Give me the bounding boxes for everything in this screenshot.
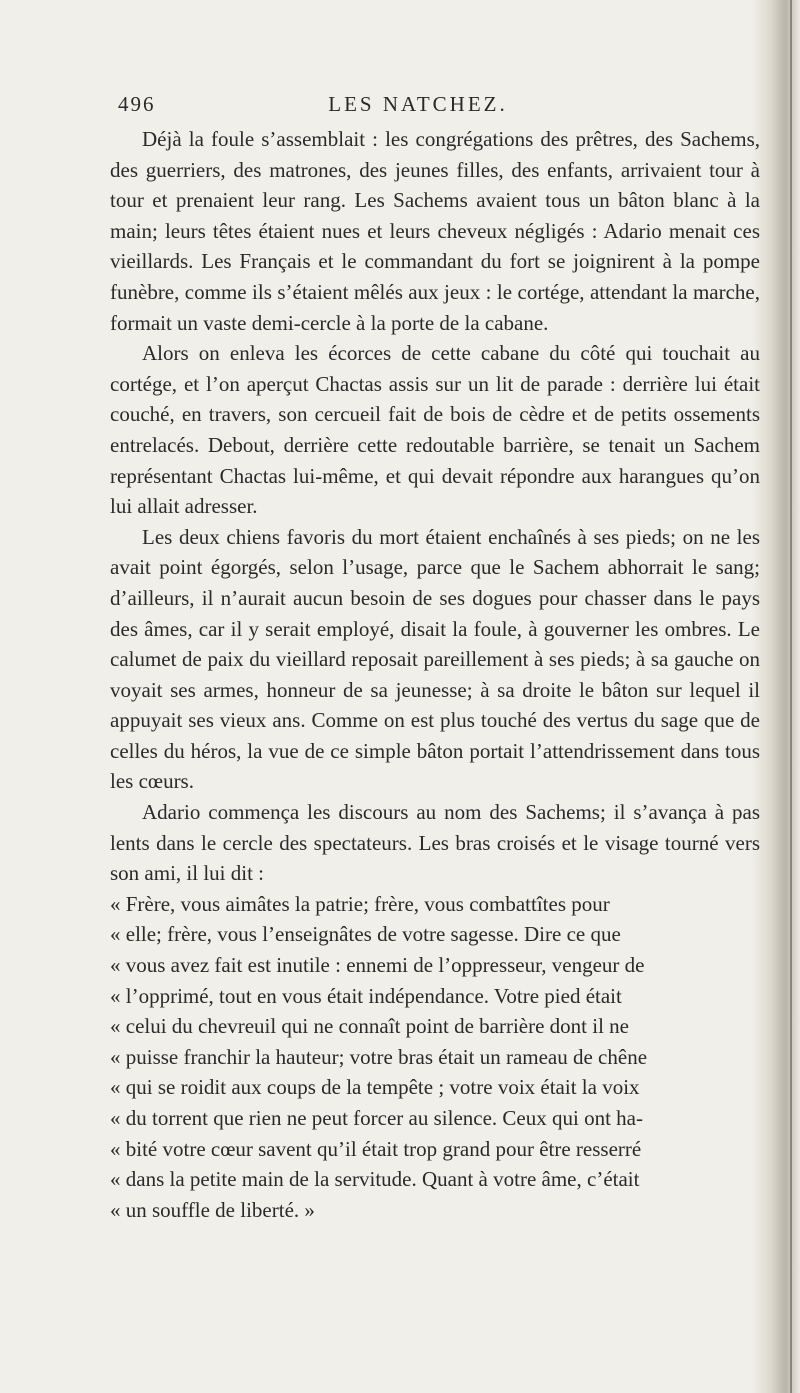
paragraph: Les deux chiens favoris du mort étaient enchaînés à ses pieds; on ne les avait point égorgés, selon l’usage, parce que le Sachem abhorrait le sang; d’ailleurs, il n’aurait aucun besoin de ses dogues pour chasser dans le pays des âmes, car il y serait employé, disait la foule, à gouverner les ombres. Le calumet de paix du vieillard reposait pareillement à ses pieds; à sa gauche on voyait ses armes, honneur de sa jeunesse; à sa droite le bâton sur lequel il appuyait ses vieux ans. Comme on est plus touché des vertus du sage que de celles du héros, la vue de ce simple bâton portait l’attendrissement dans tous les cœurs.: [110, 524, 760, 794]
quote-line: « du torrent que rien ne peut forcer au silence. Ceux qui ont ha-: [110, 1106, 643, 1130]
quote-line: « vous avez fait est inutile : ennemi de l’oppresseur, vengeur de: [110, 953, 645, 978]
quote-line: « bité votre cœur savent qu’il était trop grand pour être resserré: [110, 1136, 642, 1161]
page-edge-line: [790, 0, 792, 1393]
quote-line: « qui se roidit aux coups de la tempête ; votre voix était la voix: [110, 1075, 640, 1100]
quote-line: « Frère, vous aimâtes la patrie; frère, vous combattîtes pour: [110, 891, 610, 916]
quote-line: « l’opprimé, tout en vous était indépendance. Votre pied était: [110, 983, 622, 1008]
quote-line: « dans la petite main de la servitude. Quant à votre âme, c’était: [110, 1167, 640, 1192]
quote-line: « elle; frère, vous l’enseignâtes de votre sagesse. Dire ce que: [110, 922, 621, 947]
paragraph: Adario commença les discours au nom des Sachems; il s’avança à pas lents dans le cercle des spectateurs. Les bras croisés et le visage tourné vers son ami, il lui dit :: [110, 800, 760, 886]
quote-line: « puisse franchir la hauteur; votre bras était un rameau de chêne: [110, 1044, 648, 1069]
paragraph: Déjà la foule s’assemblait : les congrégations des prêtres, des Sachems, des guerriers, des matrones, des jeunes filles, des enfants, arrivaient tour à tour et prenaient leur rang. Les Sachems avaient tous un bâton blanc à la main; leurs têtes étaient nues et leurs cheveux négligés : Adario menait ces vieillards. Les Français et le commandant du fort se joignirent à la pompe funèbre, comme ils s’étaient mêlés aux jeux : le cortége, attendant la marche, formait un vaste demi-cercle à la porte de la cabane.: [110, 127, 760, 335]
running-title: LES NATCHEZ.: [328, 92, 508, 116]
quote-line: « un souffle de liberté. »: [110, 1197, 315, 1222]
paragraph: Alors on enleva les écorces de cette cabane du côté qui touchait au cortége, et l’on aperçut Chactas assis sur un lit de parade : derrière lui était couché, en travers, son cercueil fait de bois de cèdre et de petits ossements entrelacés. Debout, derrière cette redoutable barrière, se tenait un Sachem représentant Chactas lui-même, et qui devait répondre aux harangues qu’on lui allait adresser.: [110, 341, 760, 519]
page-number: 496: [118, 92, 156, 116]
page-header: [118, 92, 758, 122]
body-text: [110, 124, 760, 1225]
quote-line: « celui du chevreuil qui ne connaît point de barrière dont il ne: [110, 1014, 629, 1039]
